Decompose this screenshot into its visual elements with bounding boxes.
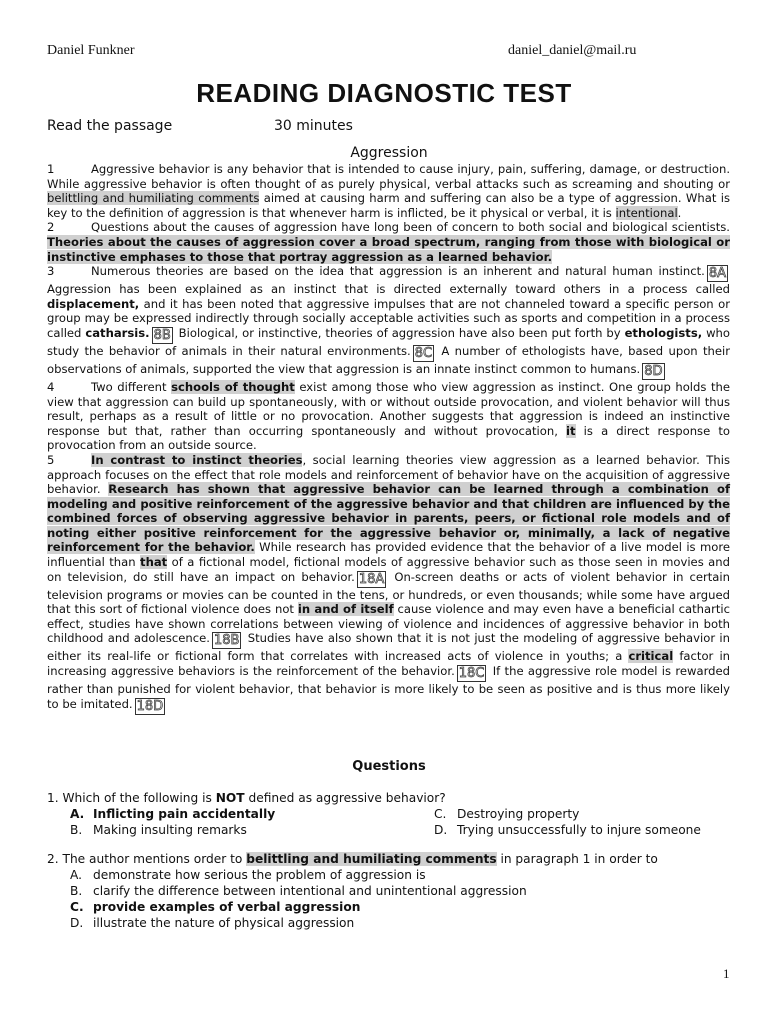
author-email: daniel_daniel@mail.ru — [508, 43, 637, 58]
insertion-marker-8c[interactable]: 8C — [414, 345, 433, 361]
paragraph-number: 1 — [47, 162, 55, 176]
answer-option-a[interactable]: A. Inflicting pain accidentally — [70, 807, 276, 821]
instruction-text: Read the passage — [47, 118, 173, 134]
highlight: critical — [628, 649, 674, 664]
answer-option-c[interactable]: C. provide examples of verbal aggression — [70, 900, 361, 914]
highlight: in and of itself — [297, 602, 394, 617]
highlight: schools of thought — [171, 379, 295, 394]
insertion-marker-18d[interactable]: 18D — [136, 698, 164, 714]
insertion-marker-18c[interactable]: 18C — [458, 666, 485, 682]
page-number: 1 — [723, 966, 730, 981]
answer-option-b[interactable]: B. Making insulting remarks — [70, 823, 247, 837]
paragraph-1: 1 Aggressive behavior is any behavior that is intended to cause injury, pain, suffering, damage, or destruction. While aggressive behavior is often thought of as purely physical, verbal attacks such as screaming and shouting or belittling and humiliating comments aimed at causing harm and suffering can also be a type of aggression. What is key to the definition of aggression is that whenever harm is inflicted, be it physical or verbal, it is intentional. — [47, 162, 730, 220]
highlight: In contrast to instinct theories — [91, 452, 303, 467]
answer-option-a[interactable]: A. demonstrate how serious the problem of aggression is — [70, 868, 426, 882]
question-stem: 1. Which of the following is NOT defined as aggressive behavior? — [47, 791, 446, 805]
paragraph-number: 2 — [47, 220, 55, 235]
author-name: Daniel Funkner — [47, 43, 135, 58]
highlight: Theories about the causes of aggression cover a broad spectrum, ranging from those with biological or instinctive emphases to those that portray aggression as a learned behavior. — [47, 234, 730, 264]
instructions — [47, 118, 353, 134]
paragraph-2: 2 Questions about the causes of aggression have long been of concern to both social and biological scientists. Theories about the causes of aggression cover a broad spectrum, ranging from those with biological or instinctive emphases to those that portray aggression as a learned behavior. — [47, 220, 730, 264]
paragraph-3: 3 Numerous theories are based on the idea that aggression is an inherent and natural human instinct. 8A Aggression has been explained as an instinct that is directed externally toward others in a process called displacement, and it has been noted that aggressive impulses that are not channeled toward a specific person or group may be expressed indirectly through socially acceptable activities such as sports and competition in a process called catharsis. 8B Biological, or instinctive, theories of aggression have also been put forth by ethologists, who study the behavior of animals in their natural environments. 8C A number of ethologists have, based upon their observations of animals, supported the view that aggression is an innate instinct common to humans. 8D — [47, 264, 731, 379]
highlight: intentional — [615, 205, 678, 220]
passage — [47, 162, 730, 715]
paragraph-number: 3 — [47, 264, 55, 279]
passage-title: Aggression — [350, 145, 428, 161]
answer-option-b[interactable]: B. clarify the difference between intentional and unintentional aggression — [70, 884, 527, 898]
answer-option-c[interactable]: C. Destroying property — [434, 807, 580, 821]
time-limit: 30 minutes — [274, 118, 353, 134]
highlight: it — [566, 423, 576, 438]
insertion-marker-18a[interactable]: 18A — [358, 571, 385, 587]
answer-option-d[interactable]: D. illustrate the nature of physical aggression — [70, 916, 355, 930]
insertion-marker-8b[interactable]: 8B — [153, 327, 171, 343]
answer-option-d[interactable]: D. Trying unsuccessfully to injure someone — [434, 823, 701, 837]
insertion-marker-8a[interactable]: 8A — [708, 266, 726, 282]
highlight: Research has shown that aggressive behavior can be learned through a combination of modeling and positive reinforcement of the aggressive behavior and that children are influenced by the combined forces of observing aggressive behavior in parents, peers, or fictional role models and of noting either positive reinforcement for the aggressive behavior or, minimally, a lack of negative reinforcement for the behavior. — [47, 482, 730, 555]
highlight: belittling and humiliating comments — [47, 191, 260, 206]
paragraph-5: 5 In contrast to instinct theories, social learning theories view aggression as a learned behavior. This approach focuses on the effect that role models and reinforcement of behavior have on the acquisition of aggressive behavior. Research has shown that aggressive behavior can be learned through a combination of modeling and positive reinforcement of the aggressive behavior and that children are influenced by the combined forces of observing aggressive behavior in parents, peers, or fictional role models and of noting either positive reinforcement for the aggressive behavior or, minimally, a lack of negative reinforcement for the behavior. While research has provided evidence that the behavior of a live model is more influential than that of a fictional model, fictional models of aggressive behavior such as those seen in movies and on television, do still have an impact on behavior. 18A On-screen deaths or acts of violent behavior in certain television programs or movies can be counted in the tens, or hundreds, or even thousands; while some have argued that this sort of fictional violence does not in and of itself cause violence and may even have a beneficial cathartic effect, studies have shown correlations between viewing of violence and incidences of aggressive behavior in both childhood and adolescence. 18B Studies have also shown that it is not just the modeling of aggressive behavior in either its real-life or fictional form that correlates with increased acts of violence in youths; a critical factor in increasing aggressive behaviors is the reinforcement of the behavior. 18C If the aggressive role model is rewarded rather than punished for violent behavior, that behavior is more likely to be seen as positive and is thus more likely to be imitated. 18D — [47, 452, 731, 714]
insertion-marker-18b[interactable]: 18B — [213, 633, 240, 649]
question-2 — [47, 851, 737, 931]
highlight: that — [140, 555, 168, 570]
paragraph-number: 4 — [47, 379, 55, 394]
paragraph-number: 5 — [47, 452, 55, 467]
paragraph-4: 4 Two different schools of thought exist among those who view aggression as instinct. One group holds the view that aggression can build up spontaneously, with or without outside provocation, and violent behavior will thus result, perhaps as a result of little or no provocation. Another suggests that aggression is indeed an instinctive response but that, rather than occurring spontaneously and without provocation, it is a direct response to provocation from an outside source. — [47, 379, 730, 453]
question-1 — [47, 790, 737, 838]
question-stem: 2. The author mentions order to belittling and humiliating comments in paragraph 1 in order to — [47, 852, 658, 866]
page-title: READING DIAGNOSTIC TEST — [196, 78, 572, 108]
questions-heading: Questions — [352, 759, 426, 774]
insertion-marker-8d[interactable]: 8D — [644, 363, 663, 379]
